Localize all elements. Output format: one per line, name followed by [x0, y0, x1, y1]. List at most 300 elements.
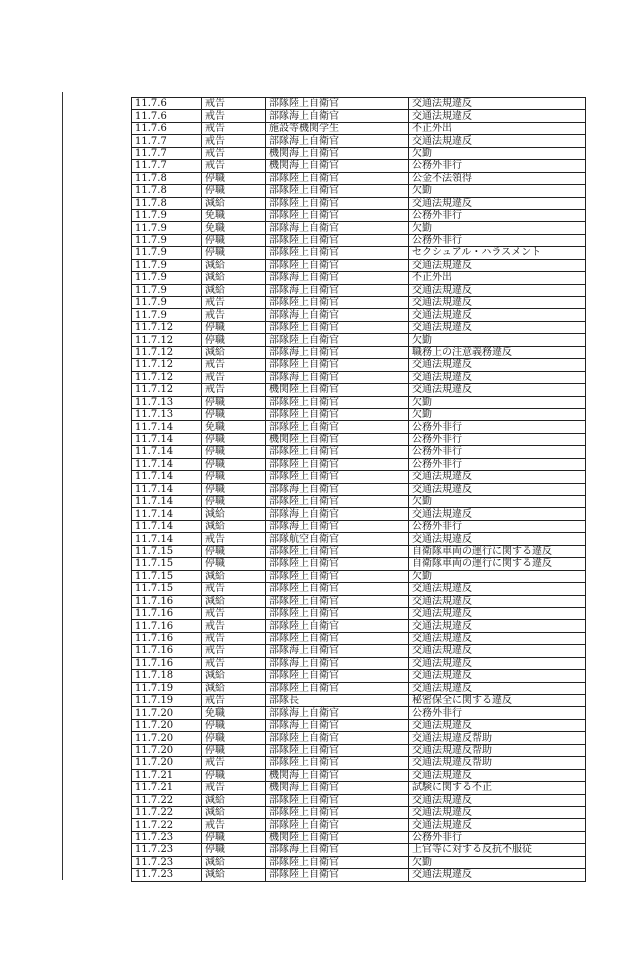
- unit-cell: 部隊陸上自衛官: [266, 185, 409, 197]
- reason-cell: 秘密保全に関する違反: [409, 695, 586, 707]
- reason-cell: 欠勤: [409, 570, 586, 582]
- action-cell: 戒告: [202, 160, 266, 172]
- unit-cell: 部隊陸上自衛官: [266, 819, 409, 831]
- table-row: [132, 769, 586, 781]
- date-cell: 11.7.16: [132, 645, 202, 657]
- unit-cell: 部隊陸上自衛官: [266, 570, 409, 582]
- date-cell: 11.7.22: [132, 806, 202, 818]
- unit-cell: 部隊海上自衛官: [266, 844, 409, 856]
- action-cell: 免職: [202, 209, 266, 221]
- table-row: [132, 408, 586, 420]
- unit-cell: 部隊海上自衛官: [266, 520, 409, 532]
- unit-cell: 部隊陸上自衛官: [266, 670, 409, 682]
- date-cell: 11.7.20: [132, 707, 202, 719]
- table-row: [132, 321, 586, 333]
- action-cell: 停職: [202, 433, 266, 445]
- date-cell: 11.7.16: [132, 595, 202, 607]
- table-row: [132, 135, 586, 147]
- reason-cell: 欠勤: [409, 222, 586, 234]
- date-cell: 11.7.9: [132, 247, 202, 259]
- table-row: [132, 632, 586, 644]
- action-cell: 戒告: [202, 110, 266, 122]
- table-row: [132, 110, 586, 122]
- table-row: [132, 831, 586, 843]
- date-cell: 11.7.23: [132, 844, 202, 856]
- table-row: [132, 607, 586, 619]
- action-cell: 戒告: [202, 147, 266, 159]
- reason-cell: 欠勤: [409, 496, 586, 508]
- date-cell: 11.7.8: [132, 197, 202, 209]
- unit-cell: 部隊海上自衛官: [266, 272, 409, 284]
- unit-cell: 部隊海上自衛官: [266, 346, 409, 358]
- action-cell: 減給: [202, 520, 266, 532]
- unit-cell: 部隊陸上自衛官: [266, 98, 409, 110]
- date-cell: 11.7.14: [132, 446, 202, 458]
- table-row: [132, 247, 586, 259]
- unit-cell: 部隊陸上自衛官: [266, 806, 409, 818]
- date-cell: 11.7.6: [132, 98, 202, 110]
- action-cell: 戒告: [202, 583, 266, 595]
- reason-cell: 欠勤: [409, 396, 586, 408]
- table-row: [132, 806, 586, 818]
- unit-cell: 部隊海上自衛官: [266, 309, 409, 321]
- reason-cell: 欠勤: [409, 185, 586, 197]
- unit-cell: 機関陸上自衛官: [266, 384, 409, 396]
- action-cell: 戒告: [202, 757, 266, 769]
- reason-cell: 交通法規違反: [409, 135, 586, 147]
- unit-cell: 部隊航空自衛官: [266, 533, 409, 545]
- unit-cell: 部隊陸上自衛官: [266, 247, 409, 259]
- action-cell: 戒告: [202, 122, 266, 134]
- date-cell: 11.7.14: [132, 483, 202, 495]
- reason-cell: 公務外非行: [409, 209, 586, 221]
- unit-cell: 部隊陸上自衛官: [266, 607, 409, 619]
- date-cell: 11.7.12: [132, 371, 202, 383]
- action-cell: 戒告: [202, 359, 266, 371]
- reason-cell: 交通法規違反: [409, 794, 586, 806]
- date-cell: 11.7.9: [132, 222, 202, 234]
- table-row: [132, 160, 586, 172]
- reason-cell: 交通法規違反: [409, 869, 586, 881]
- unit-cell: 部隊陸上自衛官: [266, 744, 409, 756]
- table-row: [132, 570, 586, 582]
- table-row: [132, 583, 586, 595]
- date-cell: 11.7.14: [132, 458, 202, 470]
- unit-cell: 部隊陸上自衛官: [266, 359, 409, 371]
- reason-cell: 交通法規違反: [409, 483, 586, 495]
- action-cell: 停職: [202, 769, 266, 781]
- action-cell: 免職: [202, 707, 266, 719]
- unit-cell: 部隊陸上自衛官: [266, 869, 409, 881]
- action-cell: 停職: [202, 247, 266, 259]
- table-row: [132, 98, 586, 110]
- date-cell: 11.7.9: [132, 297, 202, 309]
- date-cell: 11.7.7: [132, 160, 202, 172]
- unit-cell: 機関海上自衛官: [266, 147, 409, 159]
- action-cell: 停職: [202, 458, 266, 470]
- table-row: [132, 234, 586, 246]
- action-cell: 減給: [202, 272, 266, 284]
- unit-cell: 部隊陸上自衛官: [266, 794, 409, 806]
- unit-cell: 部隊陸上自衛官: [266, 856, 409, 868]
- reason-cell: 公務外非行: [409, 458, 586, 470]
- reason-cell: 公務外非行: [409, 446, 586, 458]
- table-row: [132, 595, 586, 607]
- reason-cell: 交通法規違反: [409, 110, 586, 122]
- reason-cell: 公務外非行: [409, 707, 586, 719]
- table-row: [132, 297, 586, 309]
- reason-cell: 交通法規違反: [409, 284, 586, 296]
- action-cell: 減給: [202, 682, 266, 694]
- unit-cell: 部隊海上自衛官: [266, 371, 409, 383]
- table-row: [132, 172, 586, 184]
- unit-cell: 部隊陸上自衛官: [266, 620, 409, 632]
- date-cell: 11.7.9: [132, 309, 202, 321]
- reason-cell: 交通法規違反: [409, 359, 586, 371]
- margin-rule: [62, 92, 63, 880]
- unit-cell: 部隊陸上自衛官: [266, 446, 409, 458]
- unit-cell: 部隊海上自衛官: [266, 508, 409, 520]
- action-cell: 停職: [202, 844, 266, 856]
- table-row: [132, 371, 586, 383]
- date-cell: 11.7.16: [132, 657, 202, 669]
- reason-cell: 交通法規違反: [409, 806, 586, 818]
- action-cell: 停職: [202, 496, 266, 508]
- unit-cell: 部隊陸上自衛官: [266, 757, 409, 769]
- unit-cell: 部隊陸上自衛官: [266, 595, 409, 607]
- table-row: [132, 284, 586, 296]
- action-cell: 停職: [202, 744, 266, 756]
- table-row: [132, 545, 586, 557]
- table-row: [132, 122, 586, 134]
- date-cell: 11.7.19: [132, 682, 202, 694]
- reason-cell: 交通法規違反: [409, 819, 586, 831]
- action-cell: 減給: [202, 794, 266, 806]
- action-cell: 停職: [202, 185, 266, 197]
- reason-cell: 公務外非行: [409, 520, 586, 532]
- table-row: [132, 819, 586, 831]
- action-cell: 戒告: [202, 607, 266, 619]
- date-cell: 11.7.12: [132, 334, 202, 346]
- table-row: [132, 259, 586, 271]
- table-row: [132, 794, 586, 806]
- action-cell: 停職: [202, 234, 266, 246]
- unit-cell: 部隊陸上自衛官: [266, 458, 409, 470]
- date-cell: 11.7.9: [132, 234, 202, 246]
- reason-cell: 職務上の注意義務違反: [409, 346, 586, 358]
- reason-cell: 交通法規違反: [409, 645, 586, 657]
- reason-cell: 交通法規違反: [409, 297, 586, 309]
- unit-cell: 部隊陸上自衛官: [266, 682, 409, 694]
- table-row: [132, 483, 586, 495]
- table-row: [132, 197, 586, 209]
- date-cell: 11.7.9: [132, 209, 202, 221]
- table-row: [132, 446, 586, 458]
- date-cell: 11.7.16: [132, 632, 202, 644]
- reason-cell: 交通法規違反: [409, 309, 586, 321]
- date-cell: 11.7.12: [132, 346, 202, 358]
- date-cell: 11.7.8: [132, 185, 202, 197]
- unit-cell: 施設等機関学生: [266, 122, 409, 134]
- action-cell: 戒告: [202, 309, 266, 321]
- table-row: [132, 844, 586, 856]
- date-cell: 11.7.12: [132, 359, 202, 371]
- date-cell: 11.7.15: [132, 570, 202, 582]
- date-cell: 11.7.14: [132, 421, 202, 433]
- unit-cell: 部隊海上自衛官: [266, 284, 409, 296]
- action-cell: 戒告: [202, 657, 266, 669]
- date-cell: 11.7.20: [132, 719, 202, 731]
- reason-cell: 交通法規違反: [409, 197, 586, 209]
- action-cell: 停職: [202, 558, 266, 570]
- unit-cell: 部隊陸上自衛官: [266, 583, 409, 595]
- reason-cell: 公金不法領得: [409, 172, 586, 184]
- reason-cell: 交通法規違反帮助: [409, 732, 586, 744]
- table-row: [132, 782, 586, 794]
- table-row: [132, 384, 586, 396]
- unit-cell: 部隊海上自衛官: [266, 657, 409, 669]
- table-row: [132, 396, 586, 408]
- date-cell: 11.7.14: [132, 520, 202, 532]
- unit-cell: 部隊陸上自衛官: [266, 259, 409, 271]
- action-cell: 戒告: [202, 645, 266, 657]
- table-row: [132, 458, 586, 470]
- action-cell: 減給: [202, 869, 266, 881]
- table-row: [132, 719, 586, 731]
- unit-cell: 部隊陸上自衛官: [266, 334, 409, 346]
- action-cell: 減給: [202, 259, 266, 271]
- date-cell: 11.7.23: [132, 869, 202, 881]
- action-cell: 戒告: [202, 620, 266, 632]
- action-cell: 停職: [202, 446, 266, 458]
- table-row: [132, 433, 586, 445]
- unit-cell: 機関陸上自衛官: [266, 831, 409, 843]
- reason-cell: 交通法規違反: [409, 471, 586, 483]
- reason-cell: 公務外非行: [409, 831, 586, 843]
- reason-cell: 上官等に対する反抗不服従: [409, 844, 586, 856]
- reason-cell: 交通法規違反: [409, 632, 586, 644]
- reason-cell: 欠勤: [409, 408, 586, 420]
- action-cell: 免職: [202, 421, 266, 433]
- table-row: [132, 645, 586, 657]
- unit-cell: 部隊陸上自衛官: [266, 732, 409, 744]
- table-row: [132, 670, 586, 682]
- date-cell: 11.7.13: [132, 396, 202, 408]
- reason-cell: 交通法規違反: [409, 719, 586, 731]
- action-cell: 戒告: [202, 98, 266, 110]
- action-cell: 減給: [202, 570, 266, 582]
- date-cell: 11.7.16: [132, 607, 202, 619]
- action-cell: 停職: [202, 483, 266, 495]
- date-cell: 11.7.16: [132, 620, 202, 632]
- action-cell: 減給: [202, 806, 266, 818]
- reason-cell: 交通法規違反: [409, 769, 586, 781]
- unit-cell: 機関海上自衛官: [266, 782, 409, 794]
- unit-cell: 部隊陸上自衛官: [266, 321, 409, 333]
- action-cell: 停職: [202, 408, 266, 420]
- table-row: [132, 421, 586, 433]
- reason-cell: 交通法規違反: [409, 533, 586, 545]
- reason-cell: 欠勤: [409, 856, 586, 868]
- unit-cell: 部隊海上自衛官: [266, 110, 409, 122]
- action-cell: 戒告: [202, 135, 266, 147]
- action-cell: 減給: [202, 197, 266, 209]
- table-row: [132, 508, 586, 520]
- unit-cell: 部隊陸上自衛官: [266, 421, 409, 433]
- date-cell: 11.7.12: [132, 384, 202, 396]
- unit-cell: 部隊陸上自衛官: [266, 471, 409, 483]
- table-row: [132, 682, 586, 694]
- unit-cell: 部隊海上自衛官: [266, 135, 409, 147]
- table-row: [132, 695, 586, 707]
- unit-cell: 部隊陸上自衛官: [266, 396, 409, 408]
- date-cell: 11.7.12: [132, 321, 202, 333]
- date-cell: 11.7.7: [132, 135, 202, 147]
- unit-cell: 部隊海上自衛官: [266, 719, 409, 731]
- table-row: [132, 185, 586, 197]
- date-cell: 11.7.14: [132, 496, 202, 508]
- unit-cell: 部隊陸上自衛官: [266, 408, 409, 420]
- reason-cell: 交通法規違反: [409, 259, 586, 271]
- action-cell: 停職: [202, 396, 266, 408]
- unit-cell: 部隊陸上自衛官: [266, 234, 409, 246]
- reason-cell: 欠勤: [409, 334, 586, 346]
- action-cell: 減給: [202, 284, 266, 296]
- table-row: [132, 496, 586, 508]
- table-row: [132, 869, 586, 881]
- action-cell: 減給: [202, 670, 266, 682]
- disciplinary-table: [131, 97, 586, 882]
- action-cell: 停職: [202, 172, 266, 184]
- unit-cell: 部隊陸上自衛官: [266, 197, 409, 209]
- reason-cell: 交通法規違反帮助: [409, 757, 586, 769]
- action-cell: 戒告: [202, 782, 266, 794]
- unit-cell: 部隊陸上自衛官: [266, 632, 409, 644]
- date-cell: 11.7.13: [132, 408, 202, 420]
- reason-cell: セクシュアル・ハラスメント: [409, 247, 586, 259]
- date-cell: 11.7.9: [132, 272, 202, 284]
- unit-cell: 機関海上自衛官: [266, 160, 409, 172]
- action-cell: 戒告: [202, 384, 266, 396]
- table-row: [132, 147, 586, 159]
- unit-cell: 機関陸上自衛官: [266, 433, 409, 445]
- date-cell: 11.7.21: [132, 782, 202, 794]
- date-cell: 11.7.21: [132, 769, 202, 781]
- unit-cell: 部隊陸上自衛官: [266, 209, 409, 221]
- table-row: [132, 657, 586, 669]
- action-cell: 減給: [202, 346, 266, 358]
- date-cell: 11.7.22: [132, 819, 202, 831]
- action-cell: 停職: [202, 732, 266, 744]
- table-row: [132, 856, 586, 868]
- reason-cell: 自衛隊車両の運行に関する違反: [409, 558, 586, 570]
- action-cell: 停職: [202, 545, 266, 557]
- table-row: [132, 744, 586, 756]
- unit-cell: 部隊長: [266, 695, 409, 707]
- date-cell: 11.7.20: [132, 757, 202, 769]
- date-cell: 11.7.14: [132, 533, 202, 545]
- unit-cell: 部隊海上自衛官: [266, 222, 409, 234]
- reason-cell: 交通法規違反: [409, 508, 586, 520]
- action-cell: 停職: [202, 334, 266, 346]
- unit-cell: 部隊海上自衛官: [266, 645, 409, 657]
- reason-cell: 交通法規違反: [409, 321, 586, 333]
- date-cell: 11.7.7: [132, 147, 202, 159]
- reason-cell: 交通法規違反: [409, 98, 586, 110]
- date-cell: 11.7.14: [132, 508, 202, 520]
- unit-cell: 部隊海上自衛官: [266, 707, 409, 719]
- reason-cell: 交通法規違反: [409, 620, 586, 632]
- date-cell: 11.7.22: [132, 794, 202, 806]
- reason-cell: 公務外非行: [409, 421, 586, 433]
- action-cell: 停職: [202, 321, 266, 333]
- table-row: [132, 346, 586, 358]
- action-cell: 戒告: [202, 819, 266, 831]
- date-cell: 11.7.14: [132, 471, 202, 483]
- reason-cell: 公務外非行: [409, 234, 586, 246]
- reason-cell: 公務外非行: [409, 433, 586, 445]
- action-cell: 戒告: [202, 371, 266, 383]
- reason-cell: 交通法規違反: [409, 607, 586, 619]
- table-row: [132, 359, 586, 371]
- table-row: [132, 558, 586, 570]
- action-cell: 戒告: [202, 297, 266, 309]
- reason-cell: 欠勤: [409, 147, 586, 159]
- table-row: [132, 334, 586, 346]
- reason-cell: 交通法規違反: [409, 682, 586, 694]
- table-row: [132, 732, 586, 744]
- reason-cell: 交通法規違反: [409, 670, 586, 682]
- action-cell: 戒告: [202, 695, 266, 707]
- date-cell: 11.7.15: [132, 583, 202, 595]
- reason-cell: 交通法規違反帮助: [409, 744, 586, 756]
- reason-cell: 交通法規違反: [409, 583, 586, 595]
- date-cell: 11.7.20: [132, 744, 202, 756]
- unit-cell: 機関海上自衛官: [266, 769, 409, 781]
- table-row: [132, 707, 586, 719]
- reason-cell: 交通法規違反: [409, 371, 586, 383]
- reason-cell: 不正外出: [409, 272, 586, 284]
- date-cell: 11.7.6: [132, 122, 202, 134]
- table-row: [132, 471, 586, 483]
- date-cell: 11.7.15: [132, 545, 202, 557]
- date-cell: 11.7.9: [132, 284, 202, 296]
- action-cell: 減給: [202, 595, 266, 607]
- unit-cell: 部隊陸上自衛官: [266, 297, 409, 309]
- reason-cell: 交通法規違反: [409, 657, 586, 669]
- date-cell: 11.7.6: [132, 110, 202, 122]
- action-cell: 戒告: [202, 632, 266, 644]
- action-cell: 戒告: [202, 533, 266, 545]
- date-cell: 11.7.8: [132, 172, 202, 184]
- date-cell: 11.7.20: [132, 732, 202, 744]
- action-cell: 停職: [202, 471, 266, 483]
- reason-cell: 試験に関する不正: [409, 782, 586, 794]
- table-row: [132, 533, 586, 545]
- date-cell: 11.7.23: [132, 856, 202, 868]
- unit-cell: 部隊陸上自衛官: [266, 545, 409, 557]
- date-cell: 11.7.15: [132, 558, 202, 570]
- unit-cell: 部隊陸上自衛官: [266, 496, 409, 508]
- unit-cell: 部隊海上自衛官: [266, 483, 409, 495]
- reason-cell: 自衛隊車両の運行に関する違反: [409, 545, 586, 557]
- date-cell: 11.7.18: [132, 670, 202, 682]
- reason-cell: 交通法規違反: [409, 384, 586, 396]
- date-cell: 11.7.14: [132, 433, 202, 445]
- action-cell: 停職: [202, 831, 266, 843]
- table-row: [132, 222, 586, 234]
- reason-cell: 公務外非行: [409, 160, 586, 172]
